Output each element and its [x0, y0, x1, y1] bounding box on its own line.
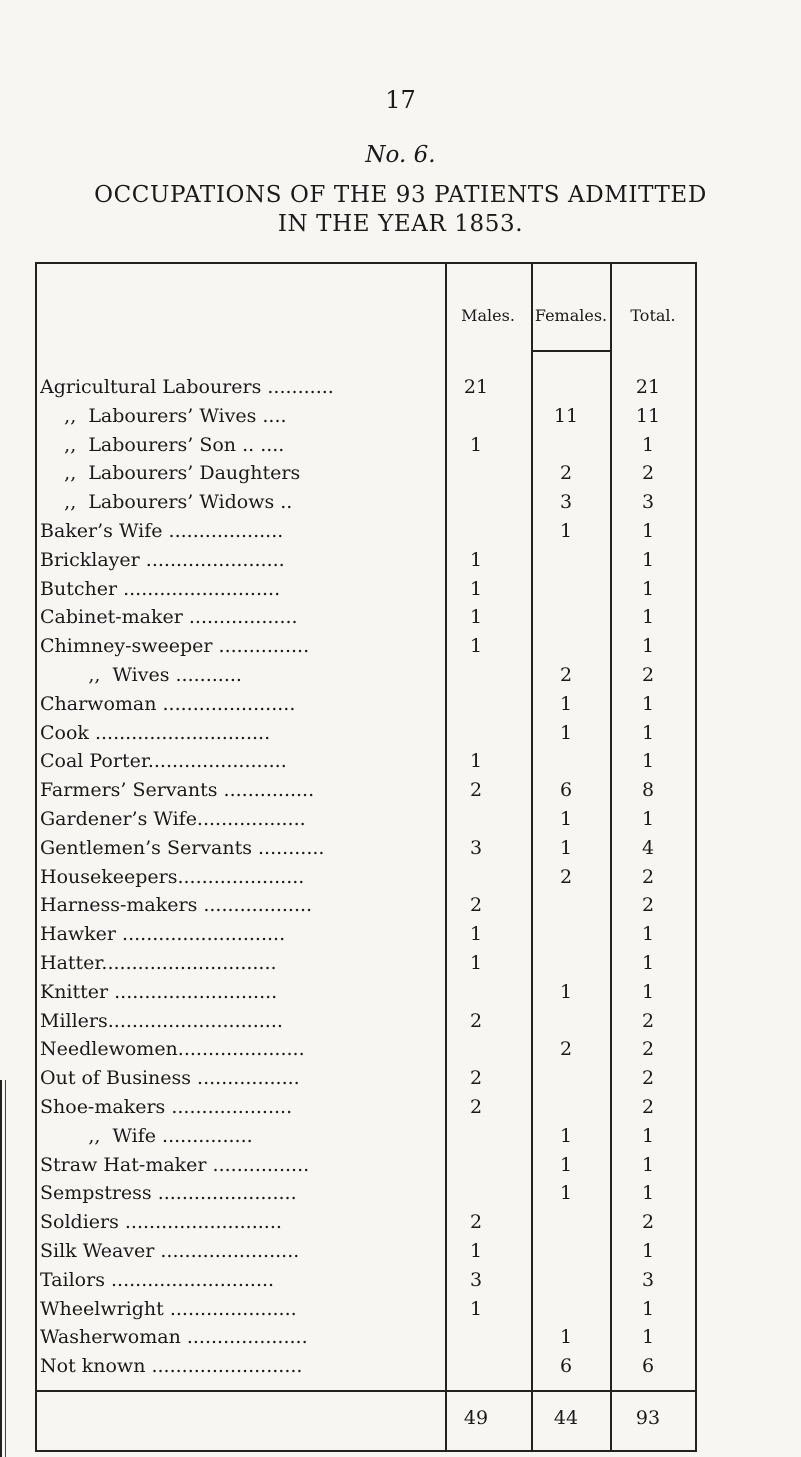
females-count: 1	[559, 721, 573, 744]
males-count: 1	[469, 577, 483, 600]
total-count: 2	[641, 1211, 655, 1234]
total-count: 2	[641, 865, 655, 888]
males-count: 2	[469, 1009, 483, 1032]
table-row	[0, 1355, 801, 1385]
total-count: 2	[641, 894, 655, 917]
females-count: 1	[559, 1124, 573, 1147]
occupation-label: Wheelwright .....................	[40, 1297, 297, 1320]
table-row	[0, 1211, 801, 1241]
females-count: 6	[559, 1355, 573, 1378]
males-count: 1	[469, 1240, 483, 1262]
table-row	[0, 693, 801, 723]
occupation-label: Gentlemen’s Servants ...........	[40, 836, 325, 859]
occupation-label: Agricultural Labourers ...........	[40, 376, 334, 398]
total-females: 44	[553, 1407, 579, 1429]
table-row	[0, 578, 801, 608]
total-count: 2	[641, 1096, 655, 1118]
total-count: 1	[641, 1153, 655, 1176]
males-count: 2	[469, 1096, 483, 1118]
females-count: 11	[553, 404, 579, 427]
females-count: 1	[559, 836, 573, 859]
table-title-line-1: OCCUPATIONS OF THE 93 PATIENTS ADMITTED	[94, 182, 707, 208]
total-count: 4	[641, 836, 655, 859]
males-count: 1	[469, 1297, 483, 1320]
occupation-label: Not known .........................	[40, 1355, 303, 1378]
females-count: 2	[559, 1038, 573, 1061]
occupation-label: Silk Weaver .......................	[40, 1240, 300, 1262]
table-row	[0, 1038, 801, 1068]
table-row	[0, 1298, 801, 1328]
occupation-label: Needlewomen.....................	[40, 1038, 305, 1061]
table-row	[0, 1096, 801, 1126]
total-count: 1	[641, 1297, 655, 1320]
occupation-label: Cabinet-maker ..................	[40, 606, 298, 629]
males-count: 1	[469, 635, 483, 658]
females-count: 2	[559, 462, 573, 485]
females-count: 2	[559, 664, 573, 686]
females-count: 1	[559, 980, 573, 1003]
total-count: 1	[641, 692, 655, 715]
table-row	[0, 520, 801, 550]
total-all: 93	[635, 1407, 661, 1429]
occupation-label: Straw Hat-maker ................	[40, 1153, 310, 1176]
males-count: 2	[469, 1211, 483, 1234]
total-count: 21	[635, 376, 661, 398]
table-row	[0, 722, 801, 752]
occupation-label: Knitter ...........................	[40, 980, 278, 1003]
totals-top-rule	[35, 1390, 695, 1392]
total-count: 11	[635, 404, 661, 427]
table-row	[0, 635, 801, 665]
males-count: 2	[469, 1067, 483, 1090]
total-count: 2	[641, 1038, 655, 1061]
table-row	[0, 491, 801, 521]
column-header-males: Males.	[461, 306, 515, 325]
table-row	[0, 1326, 801, 1356]
males-count: 1	[469, 923, 483, 946]
occupation-label: Charwoman ......................	[40, 692, 296, 715]
occupation-label: Washerwoman ....................	[40, 1326, 308, 1349]
table-row	[0, 1182, 801, 1212]
females-count: 2	[559, 865, 573, 888]
total-count: 1	[641, 1240, 655, 1262]
table-row	[0, 664, 801, 694]
top-rule	[35, 262, 695, 264]
males-count: 3	[469, 836, 483, 859]
table-row	[0, 1154, 801, 1184]
males-count: 1	[469, 606, 483, 629]
females-count: 1	[559, 1326, 573, 1349]
females-count: 1	[559, 1153, 573, 1176]
occupation-label: Harness-makers ..................	[40, 894, 313, 917]
column-header-females: Females.	[534, 306, 608, 325]
table-row	[0, 750, 801, 780]
table-row	[0, 952, 801, 982]
occupation-label: Cook .............................	[40, 721, 271, 744]
table-row	[0, 405, 801, 435]
total-count: 1	[641, 808, 655, 830]
occupation-label: ,, Labourers’ Wives ....	[40, 404, 287, 427]
females-count: 3	[559, 491, 573, 514]
table-row	[0, 779, 801, 809]
occupation-label: ,, Labourers’ Widows ..	[40, 491, 293, 514]
header-rule	[531, 350, 610, 352]
males-count: 2	[469, 894, 483, 917]
table-row	[0, 1067, 801, 1097]
total-count: 1	[641, 980, 655, 1003]
occupation-label: Coal Porter.......................	[40, 750, 287, 773]
females-count: 1	[559, 808, 573, 830]
occupation-label: ,, Labourers’ Daughters	[40, 462, 301, 485]
total-count: 1	[641, 577, 655, 600]
occupation-label: Chimney-sweeper ...............	[40, 635, 310, 658]
total-count: 1	[641, 750, 655, 773]
table-row	[0, 606, 801, 636]
occupation-label: Farmers’ Servants ...............	[40, 779, 315, 802]
total-count: 1	[641, 923, 655, 946]
total-count: 6	[641, 1355, 655, 1378]
table-row	[0, 981, 801, 1011]
bottom-rule	[35, 1450, 695, 1452]
table-row	[0, 1125, 801, 1155]
table-row	[0, 808, 801, 838]
table-number: No. 6.	[365, 142, 436, 168]
males-count: 2	[469, 779, 483, 802]
occupation-label: Shoe-makers ....................	[40, 1096, 293, 1118]
table-row	[0, 462, 801, 492]
total-count: 3	[641, 1268, 655, 1291]
occupation-label: Hatter.............................	[40, 952, 277, 974]
total-count: 8	[641, 779, 655, 802]
table-row	[0, 866, 801, 896]
males-count: 21	[463, 376, 489, 398]
occupation-label: Gardener’s Wife..................	[40, 808, 306, 830]
occupation-label: Soldiers ..........................	[40, 1211, 282, 1234]
total-count: 1	[641, 1326, 655, 1349]
table-row	[0, 549, 801, 579]
table-title-line-2: IN THE YEAR 1853.	[277, 211, 524, 237]
page-number: 17	[385, 86, 416, 114]
total-count: 2	[641, 462, 655, 485]
table-row	[0, 1010, 801, 1040]
total-count: 1	[641, 721, 655, 744]
females-count: 1	[559, 520, 573, 542]
total-count: 3	[641, 491, 655, 514]
occupation-label: Millers.............................	[40, 1009, 283, 1032]
table-row	[0, 837, 801, 867]
column-header-total: Total.	[630, 306, 676, 325]
occupation-label: Butcher ..........................	[40, 577, 281, 600]
occupation-label: ,, Wives ...........	[40, 664, 242, 686]
table-row	[0, 894, 801, 924]
occupation-label: Baker’s Wife ...................	[40, 520, 284, 542]
males-count: 1	[469, 750, 483, 773]
males-count: 3	[469, 1268, 483, 1291]
occupation-label: Housekeepers.....................	[40, 865, 305, 888]
total-count: 1	[641, 952, 655, 974]
occupation-label: Tailors ...........................	[40, 1268, 275, 1291]
table-row	[0, 434, 801, 464]
total-count: 1	[641, 433, 655, 456]
males-count: 1	[469, 952, 483, 974]
table-row	[0, 1240, 801, 1270]
females-count: 1	[559, 692, 573, 715]
females-count: 1	[559, 1182, 573, 1205]
occupation-label: Out of Business .................	[40, 1067, 300, 1090]
total-count: 1	[641, 520, 655, 542]
total-count: 1	[641, 1124, 655, 1147]
total-count: 1	[641, 606, 655, 629]
table-row	[0, 376, 801, 406]
total-count: 1	[641, 1182, 655, 1205]
table-row	[0, 923, 801, 953]
occupation-label: Sempstress .......................	[40, 1182, 297, 1205]
total-males: 49	[463, 1407, 489, 1429]
females-count: 6	[559, 779, 573, 802]
scan-edge-shadow	[0, 1080, 14, 1457]
occupation-label: ,, Labourers’ Son .. ....	[40, 433, 285, 456]
table-row	[0, 1269, 801, 1299]
occupation-label: Hawker ...........................	[40, 923, 286, 946]
total-count: 1	[641, 635, 655, 658]
total-count: 2	[641, 664, 655, 686]
total-count: 2	[641, 1009, 655, 1032]
occupation-label: Bricklayer .......................	[40, 548, 285, 571]
males-count: 1	[469, 548, 483, 571]
males-count: 1	[469, 433, 483, 456]
occupation-label: ,, Wife ...............	[40, 1124, 253, 1147]
total-count: 1	[641, 548, 655, 571]
total-count: 2	[641, 1067, 655, 1090]
